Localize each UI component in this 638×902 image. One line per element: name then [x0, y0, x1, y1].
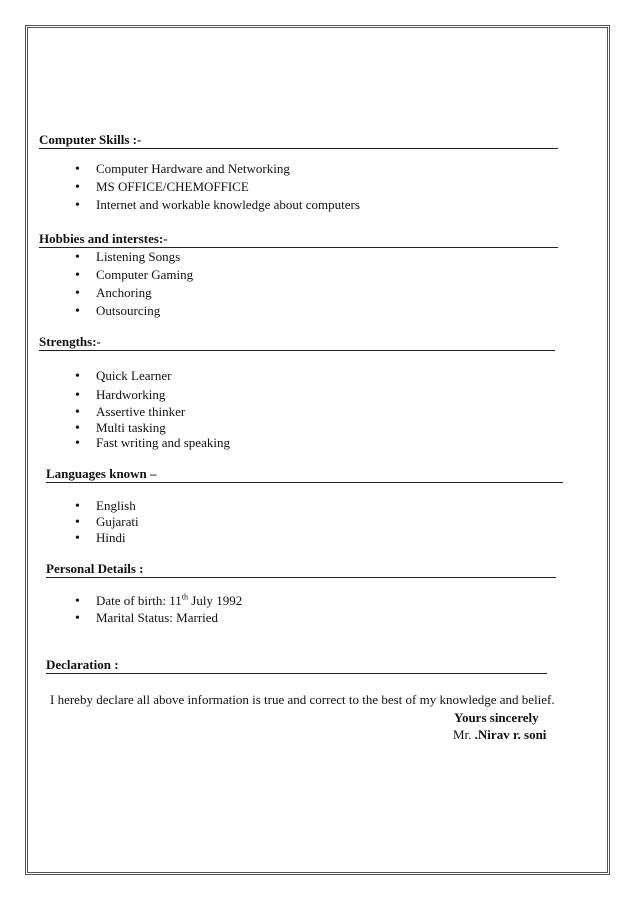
list-item: •Outsourcing: [75, 303, 160, 319]
bullet-icon: [75, 303, 96, 319]
list-item: •Quick Learner: [75, 368, 171, 384]
list-item: •Gujarati: [75, 514, 139, 530]
bullet-icon: [75, 161, 96, 177]
declaration-heading: Declaration :: [46, 657, 547, 674]
list-item: •English: [75, 498, 136, 514]
list-item: •Date of birth: 11th July 1992: [75, 593, 242, 609]
personal-details-heading: Personal Details :: [46, 561, 556, 578]
closing-salutation: Yours sincerely: [454, 710, 539, 725]
strengths-heading: Strengths:-: [39, 334, 555, 351]
list-item: •Anchoring: [75, 285, 152, 301]
bullet-icon: [75, 404, 96, 420]
computer-skills-heading: Computer Skills :-: [39, 132, 558, 149]
list-item: •Hardworking: [75, 387, 165, 403]
list-item: •Computer Hardware and Networking: [75, 161, 290, 177]
bullet-icon: [75, 249, 96, 265]
bullet-icon: [75, 267, 96, 283]
bullet-icon: [75, 435, 96, 451]
languages-heading: Languages known –: [46, 466, 563, 483]
hobbies-heading: Hobbies and interstes:-: [39, 231, 558, 248]
bullet-icon: [75, 420, 96, 436]
list-item: •Hindi: [75, 530, 126, 546]
list-item: •Computer Gaming: [75, 267, 193, 283]
list-item: •Listening Songs: [75, 249, 180, 265]
list-item: •MS OFFICE/CHEMOFFICE: [75, 179, 249, 195]
bullet-icon: [75, 514, 96, 530]
bullet-icon: [75, 197, 96, 213]
bullet-icon: [75, 368, 96, 384]
bullet-icon: [75, 498, 96, 514]
list-item: •Assertive thinker: [75, 404, 185, 420]
list-item: •Marital Status: Married: [75, 610, 218, 626]
bullet-icon: [75, 593, 96, 609]
bullet-icon: [75, 610, 96, 626]
declaration-text: I hereby declare all above information is true and correct to the best of my knowledge and belief.: [50, 692, 555, 707]
bullet-icon: [75, 285, 96, 301]
list-item: •Multi tasking: [75, 420, 166, 436]
signature-name: Mr. .Nirav r. soni: [453, 727, 547, 742]
list-item: •Internet and workable knowledge about computers: [75, 197, 360, 213]
bullet-icon: [75, 387, 96, 403]
bullet-icon: [75, 530, 96, 546]
bullet-icon: [75, 179, 96, 195]
list-item: •Fast writing and speaking: [75, 435, 230, 451]
